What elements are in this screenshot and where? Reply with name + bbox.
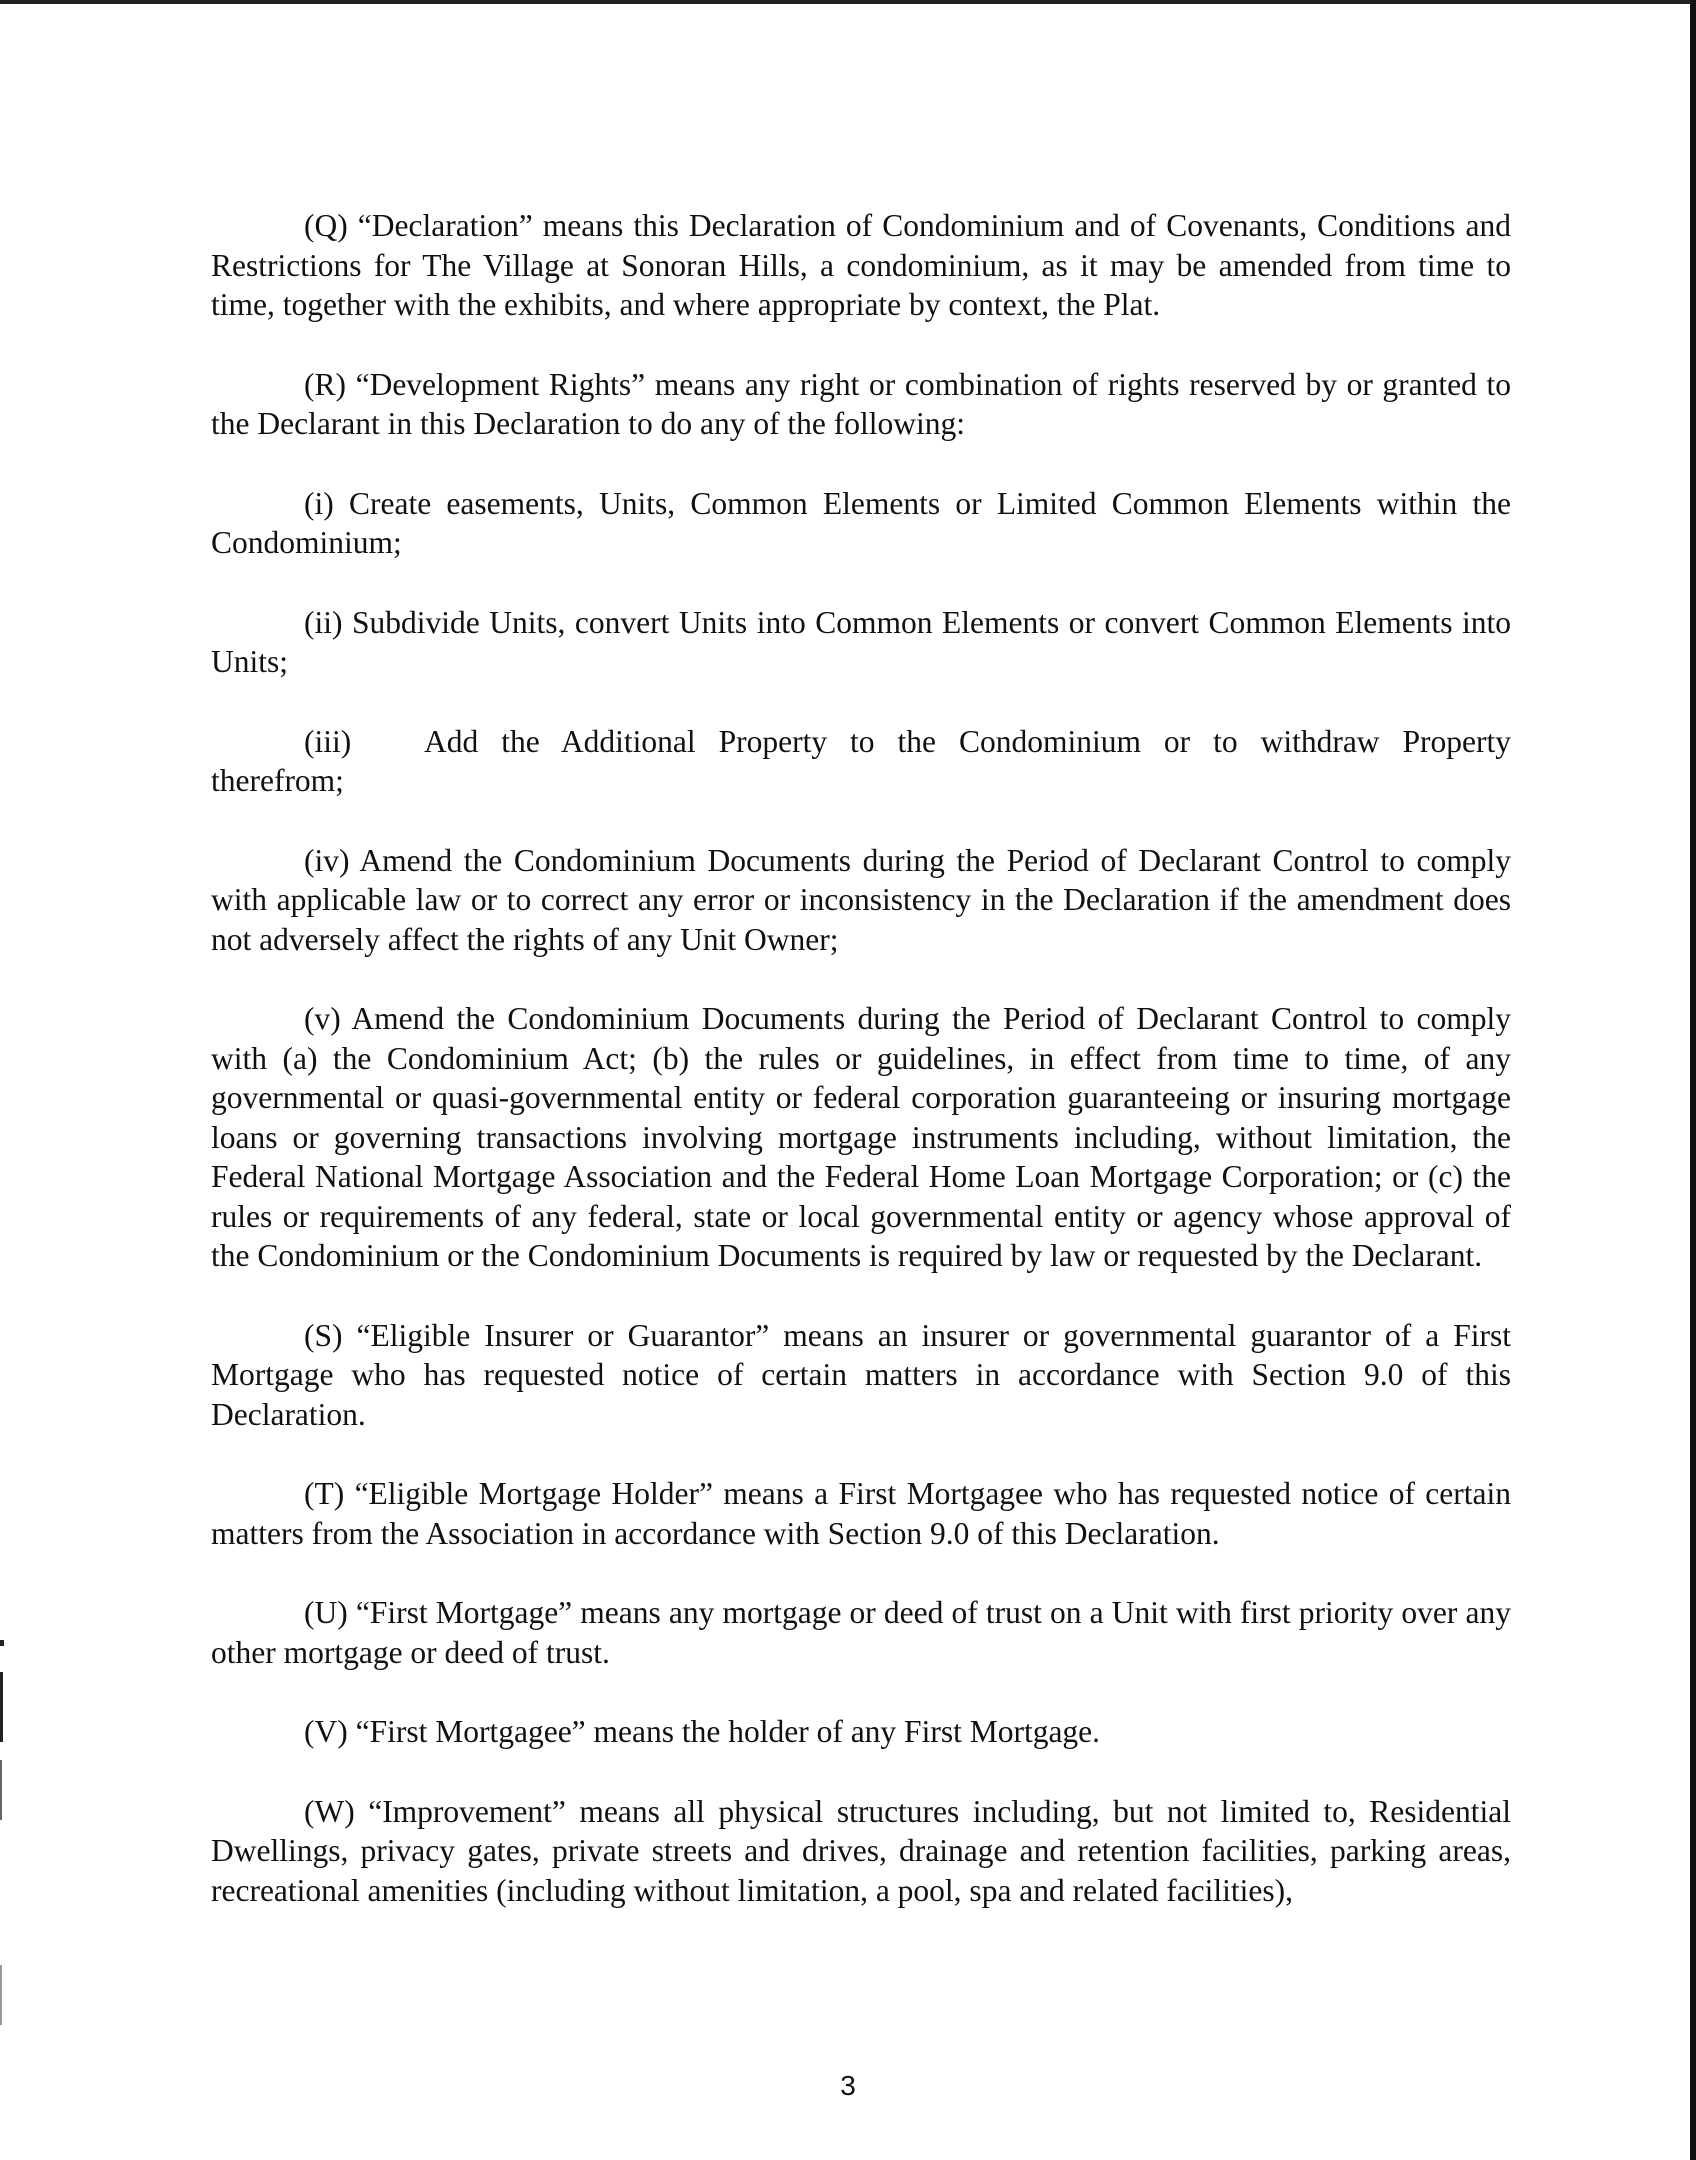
- definition-r-item-i: (i) Create easements, Units, Common Elements or Limited Common Elements within the Condominium;: [211, 485, 1511, 560]
- definition-r: (R) “Development Rights” means any right or combination of rights reserved by or granted to the Declarant in this Declaration to do any of the following:: [211, 366, 1511, 441]
- item-iii-continuation: therefrom;: [211, 763, 344, 798]
- definition-r-item-iv: (iv) Amend the Condominium Documents during the Period of Declarant Control to comply with applicable law or to correct any error or inconsistency in the Declaration if the amendment does not adversely affect the rights of any Unit Owner;: [211, 842, 1511, 957]
- definition-s: (S) “Eligible Insurer or Guarantor” means an insurer or governmental guarantor of a First Mortgage who has requested notice of certain matters in accordance with Section 9.0 of this Declaration.: [211, 1317, 1511, 1432]
- scan-top-edge: [0, 0, 1696, 4]
- document-body: [211, 206, 1511, 1950]
- definition-r-item-v: (v) Amend the Condominium Documents during the Period of Declarant Control to comply with (a) the Condominium Act; (b) the rules or guidelines, in effect from time to time, of any governmental or quasi-governmental entity or federal corporation guaranteeing or insuring mortgage loans or governing transactions involving mortgage instruments including, without limitation, the Federal National Mortgage Association and the Federal Home Loan Mortgage Corporation; or (c) the rules or requirements of any federal, state or local governmental entity or agency whose approval of the Condominium or the Condominium Documents is required by law or requested by the Declarant.: [211, 1001, 1511, 1273]
- scan-margin-mark: [0, 1760, 2, 1820]
- item-iii-label: (iii): [304, 723, 352, 759]
- scan-margin-mark: [0, 1640, 4, 1646]
- definition-t: (T) “Eligible Mortgage Holder” means a First Mortgagee who has requested notice of certain matters from the Association in accordance with Section 9.0 of this Declaration.: [211, 1476, 1511, 1551]
- page-number: 3: [840, 2070, 856, 2101]
- definition-r-item-ii: (ii) Subdivide Units, convert Units into Common Elements or convert Common Elements into Units;: [211, 604, 1511, 679]
- item-iii-first-line: Add the Additional Property to the Condominium or to withdraw Property: [424, 723, 1511, 759]
- definition-v: (V) “First Mortgagee” means the holder of any First Mortgage.: [304, 1714, 1101, 1749]
- definition-r-item-iii: [211, 722, 1511, 801]
- definition-u: (U) “First Mortgage” means any mortgage or deed of trust on a Unit with first priority over any other mortgage or deed of trust.: [211, 1595, 1511, 1670]
- scan-margin-mark: [0, 1672, 3, 1742]
- scan-right-edge: [1690, 0, 1696, 2160]
- definition-q: (Q) “Declaration” means this Declaration of Condominium and of Covenants, Conditions and Restrictions for The Village at Sonoran Hills, a condominium, as it may be amended from time to time, together with the exhibits, and where appropriate by context, the Plat.: [211, 208, 1511, 322]
- scan-margin-mark: [0, 1965, 2, 2025]
- definition-w: (W) “Improvement” means all physical structures including, but not limited to, Residential Dwellings, privacy gates, private streets and drives, drainage and retention facilities, parking areas, recreational amenities (including without limitation, a pool, spa and related facilities),: [211, 1793, 1511, 1908]
